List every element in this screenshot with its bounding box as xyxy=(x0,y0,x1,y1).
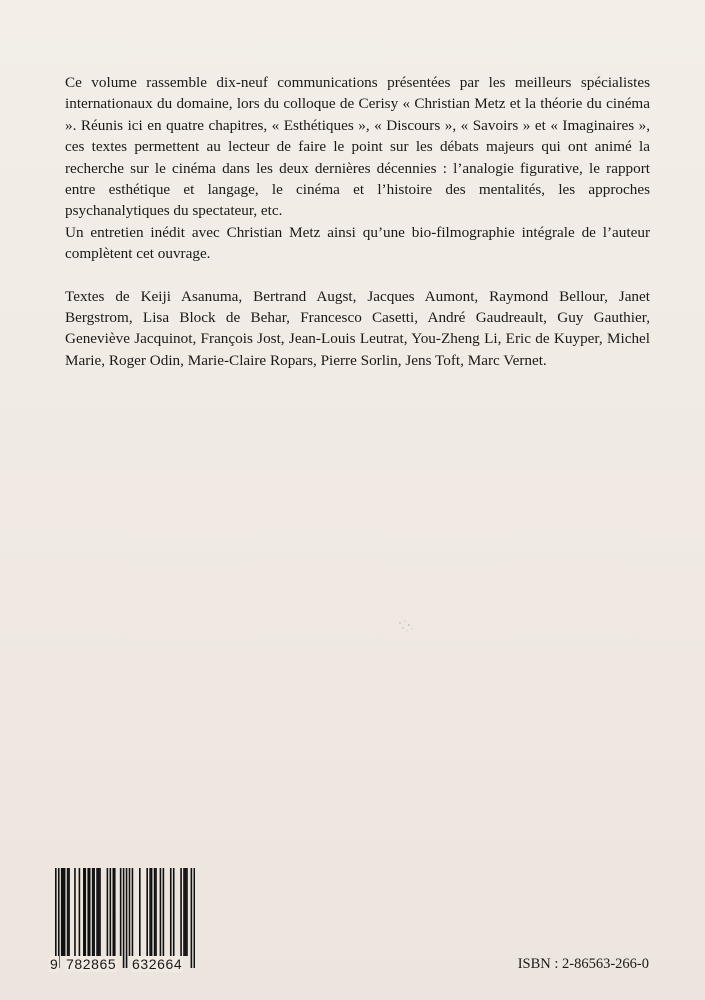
barcode-bar xyxy=(126,868,128,968)
barcode-bar xyxy=(62,868,64,956)
barcode-bar xyxy=(58,868,60,968)
paper-speck xyxy=(397,619,415,633)
barcode-bar xyxy=(55,868,57,968)
barcode-bar xyxy=(194,868,195,968)
barcode-bar xyxy=(84,868,86,956)
barcode-bar xyxy=(191,868,193,968)
barcode-bar xyxy=(114,868,116,956)
isbn-label: ISBN : 2-86563-266-0 xyxy=(517,956,649,972)
barcode-bar xyxy=(155,868,157,956)
barcode-bar xyxy=(146,868,148,956)
back-cover-text xyxy=(65,72,650,371)
barcode-bar xyxy=(67,868,69,956)
barcode-bar xyxy=(112,868,114,956)
barcode-digits-right: 632664 xyxy=(132,956,183,972)
barcode-bar xyxy=(149,868,151,956)
barcode-bar xyxy=(74,868,76,956)
barcode-bar xyxy=(160,868,162,956)
barcode-digit-lead: 9 xyxy=(50,956,59,972)
barcode-bar xyxy=(120,868,122,956)
barcode-bar xyxy=(89,868,91,956)
barcode-bar xyxy=(163,868,165,956)
contributors-list: Textes de Keiji Asanuma, Bertrand Augst, Jacques Aumont, Raymond Bellour, Janet Bergstrom, Lisa Block de Behar, Francesco Casetti, André Gaudreault, Guy Gauthier, Geneviève Jacquinot, François Jost, Jean-Louis Leutrat, You-Zheng Li, Eric de Kuyper, Michel Marie, Roger Odin, Marie-Claire Ropars, Pierre Sorlin, Jens Toft, Marc Vernet. xyxy=(65,287,650,369)
barcode-bar xyxy=(79,868,81,956)
barcode-bar xyxy=(173,868,175,956)
barcode-bar xyxy=(92,868,94,956)
barcode-bar xyxy=(186,868,188,956)
barcode-bar xyxy=(170,868,172,956)
barcode-bar xyxy=(129,868,131,956)
summary-paragraph-1: Ce volume rassemble dix-neuf communications présentées par les meilleurs spécialistes internationaux du domaine, lors du colloque de Cerisy « Christian Metz et la théorie du cinéma ». Réunis ici en quatre chapitres, « Esthétiques », « Discours », « Savoirs » et « Imaginaires », ces textes permettent au lecteur de faire le point sur les débats majeurs qui ont animé la recherche sur le cinéma dans les deux dernières décennies : l’analogie figurative, le rapport entre esthétique et langage, le cinéma et l’histoire des mentalités, les approches psychanalytiques du spectateur, etc. xyxy=(65,74,650,220)
barcode-bar xyxy=(83,868,85,956)
barcode-digits-left: 782865 xyxy=(66,956,117,972)
summary-paragraph-2: Un entretien inédit avec Christian Metz ainsi qu’une bio-filmographie intégrale de l’auteur complètent cet ouvrage. xyxy=(65,223,650,263)
barcode-bar xyxy=(87,868,89,956)
barcode-bar xyxy=(123,868,125,968)
barcode-bar xyxy=(96,868,98,956)
barcode-bar xyxy=(180,868,182,956)
barcode-bar xyxy=(151,868,153,956)
barcode-bar xyxy=(98,868,100,956)
barcode-bar xyxy=(139,868,141,956)
barcode-bar xyxy=(93,868,95,956)
barcode-bar xyxy=(185,868,187,956)
barcode-bar xyxy=(61,868,63,956)
barcode-bar xyxy=(99,868,101,956)
barcode-bar xyxy=(68,868,70,956)
barcode-bar xyxy=(107,868,109,956)
barcode-bar xyxy=(132,868,134,956)
paragraph-gap xyxy=(65,265,650,286)
barcode-bar xyxy=(154,868,156,956)
barcode-bar xyxy=(64,868,66,956)
barcode-bar xyxy=(110,868,112,956)
barcode-bar xyxy=(183,868,185,956)
